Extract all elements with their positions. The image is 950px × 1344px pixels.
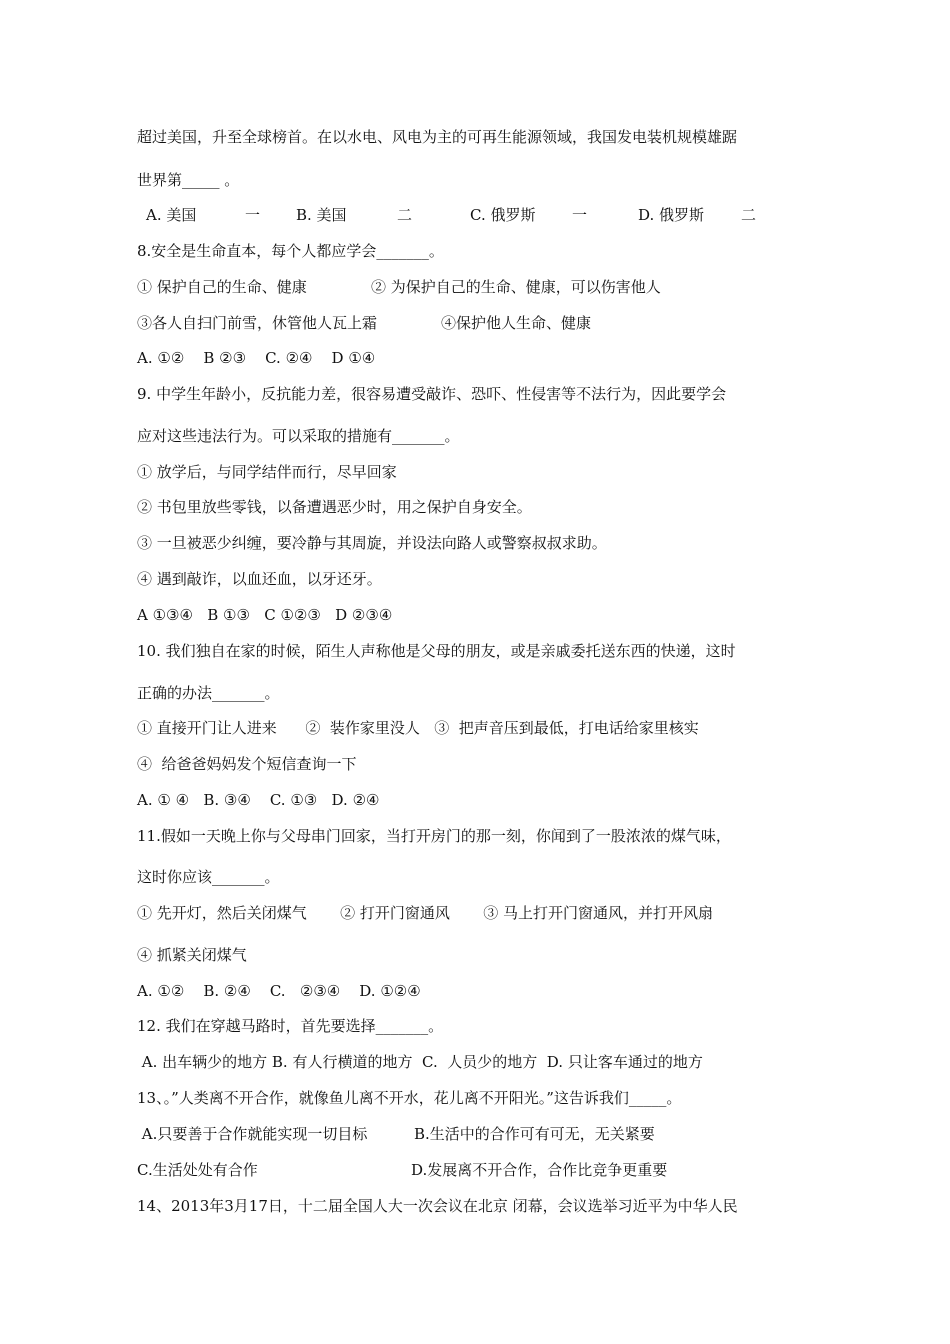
option-text: D.发展离不开合作，合作比竞争更重要 (411, 1161, 668, 1179)
question-14: 14、2013年3月17日，十二届全国人大一次会议在北京 闭幕，会议选举习近平为中华人民 (137, 1197, 738, 1215)
statement: ① 放学后，与同学结伴而行，尽早回家 (137, 463, 397, 481)
option-label: B. 美国 (296, 206, 347, 224)
statement: ① 保护自己的生命、健康 (137, 278, 307, 296)
question-8: 8.安全是生命直本，每个人都应学会_______。 (137, 242, 444, 260)
question-9: 9. 中学生年龄小，反抗能力差，很容易遭受敲诈、恐吓、性侵害等不法行为，因此要学会 (137, 385, 727, 403)
answer-options: A. ① ④ B. ③④ C. ①③ D. ②④ (137, 791, 380, 809)
paragraph-line: 这时你应该_______。 (137, 868, 280, 886)
paragraph-line: 世界第_____ 。 (137, 171, 240, 189)
question-10: 10. 我们独自在家的时候，陌生人声称他是父母的朋友，或是亲戚委托送东西的快递，这时 (137, 642, 736, 660)
statement: ② 为保护自己的生命、健康，可以伤害他人 (371, 278, 661, 296)
option-text: C.生活处处有合作 (137, 1161, 258, 1179)
statement: ③各人自扫门前雪，休管他人瓦上霜 (137, 314, 378, 332)
paragraph-line: 应对这些违法行为。可以采取的措施有_______。 (137, 427, 460, 445)
option-text: B.生活中的合作可有可无，无关紧要 (414, 1125, 655, 1143)
statement: ④ 抓紧关闭煤气 (137, 946, 247, 964)
option-label: D. 俄罗斯 (638, 206, 705, 224)
question-13: 13、。”人类离不开合作，就像鱼儿离不开水，花儿离不开阳光。”这告诉我们_____。 (137, 1089, 682, 1107)
answer-options: A. ①② B ②③ C. ②④ D ①④ (137, 349, 376, 367)
statement: ④ 给爸爸妈妈发个短信查询一下 (137, 755, 357, 773)
answer-options: A ①③④ B ①③ C ①②③ D ②③④ (137, 606, 393, 624)
statement: ① 直接开门让人进来 ② 装作家里没人 ③ 把声音压到最低，打电话给家里核实 (137, 719, 699, 737)
statement: ② 书包里放些零钱，以备遭遇恶少时，用之保护自身安全。 (137, 498, 532, 516)
question-12: 12. 我们在穿越马路时，首先要选择_______。 (137, 1017, 444, 1035)
option-value: 二 (397, 206, 413, 224)
statement: ④ 遇到敲诈，以血还血，以牙还牙。 (137, 570, 382, 588)
option-text: A.只要善于合作就能实现一切目标 (137, 1125, 368, 1143)
option-value: 一 (572, 206, 588, 224)
statement: ① 先开灯，然后关闭煤气 ② 打开门窗通风 ③ 马上打开门窗通风，并打开风扇 (137, 904, 714, 922)
statement: ④保护他人生命、健康 (441, 314, 592, 332)
answer-options: A. ①② B. ②④ C. ②③④ D. ①②④ (137, 982, 421, 1000)
paragraph-line: 正确的办法_______。 (137, 684, 280, 702)
option-value: 二 (741, 206, 757, 224)
option-label: A. 美国 (146, 206, 197, 224)
paragraph-line: 超过美国，升至全球榜首。在以水电、风电为主的可再生能源领域，我国发电装机规模雄踞 (137, 128, 738, 146)
statement: ③ 一旦被恶少纠缠，要冷静与其周旋，并设法向路人或警察叔叔求助。 (137, 534, 607, 552)
question-11: 11.假如一天晚上你与父母串门回家，当打开房门的那一刻，你闻到了一股浓浓的煤气味， (137, 827, 731, 845)
answer-options: A. 出车辆少的地方 B. 有人行横道的地方 C. 人员少的地方 D. 只让客车通过的地方 (137, 1053, 703, 1071)
option-value: 一 (245, 206, 261, 224)
option-label: C. 俄罗斯 (470, 206, 536, 224)
